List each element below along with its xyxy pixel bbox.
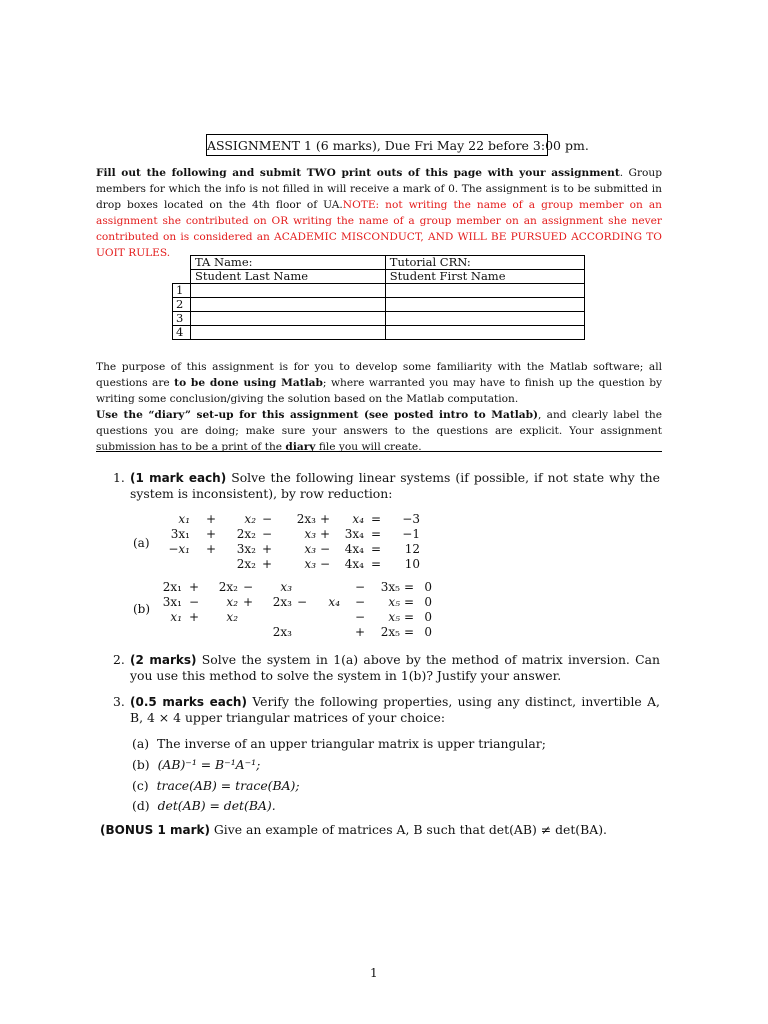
list-item: [132, 798, 276, 814]
row-number: 3: [173, 312, 191, 326]
equation-term: 2x₂: [236, 527, 256, 541]
system-a: [130, 510, 420, 574]
equation-term: −: [242, 580, 254, 594]
bonus-marks: (BONUS 1 mark): [100, 823, 210, 837]
equation-term: +: [261, 542, 273, 556]
equation-term: +: [205, 512, 217, 526]
equation-row: [130, 557, 420, 572]
intro-paragraph: [96, 165, 662, 261]
equation-term: −: [261, 527, 273, 541]
last-name-field: [191, 298, 386, 312]
item-label: (a): [132, 736, 150, 751]
question-2-text: [130, 652, 660, 684]
last-name-field: [191, 284, 386, 298]
equation-term: +: [188, 610, 200, 624]
equation-term: 0: [424, 625, 432, 639]
divider: [96, 451, 662, 452]
equation-term: +: [319, 527, 331, 541]
equation-term: −: [354, 580, 366, 594]
table-corner: [173, 270, 191, 284]
system-b-label: (b): [133, 602, 151, 616]
first-name-field: [385, 312, 584, 326]
purpose-paragraph: [96, 359, 662, 455]
equation-term: −: [296, 595, 308, 609]
equation-term: 10: [404, 557, 420, 571]
table-row: [173, 326, 585, 340]
equation-term: −: [354, 595, 366, 609]
equation-term: x₅: [388, 610, 400, 624]
first-name-field: [385, 326, 584, 340]
question-body: Solve the system in 1(a) above by the method of matrix inversion. Can you use this method to solve the system in 1(b)? Justify your answer.: [130, 652, 661, 683]
equation-term: =: [370, 542, 382, 556]
equation-term: x₃: [280, 580, 292, 594]
first-name-field: [385, 298, 584, 312]
equation-term: x₁: [178, 512, 190, 526]
equation-row: [130, 527, 420, 542]
equation-term: =: [370, 512, 382, 526]
bonus-question: [100, 822, 670, 838]
list-item: [132, 757, 260, 773]
question-body: Verify the following properties, using any distinct, invertible A, B, 4 × 4 upper triangular matrices of your choice:: [130, 694, 660, 725]
equation-term: +: [319, 512, 331, 526]
equation-term: =: [403, 595, 415, 609]
equation-term: −: [188, 595, 200, 609]
first-name-header: Student First Name: [385, 270, 584, 284]
equation-row: [130, 512, 420, 527]
equation-term: x₃: [304, 557, 316, 571]
question-body: Solve the following linear systems (if possible, if not state why the system is inconsistent), by row reduction:: [130, 470, 660, 501]
equation-term: −: [319, 542, 331, 556]
item-text: trace(AB) = trace(BA);: [156, 778, 300, 793]
row-number: 4: [173, 326, 191, 340]
equation-term: 3x₁: [170, 527, 190, 541]
equation-row: [130, 625, 440, 640]
question-number: 2.: [113, 652, 125, 667]
equation-term: 0: [424, 580, 432, 594]
equation-term: +: [188, 580, 200, 594]
equation-term: x₂: [244, 512, 256, 526]
equation-term: =: [403, 625, 415, 639]
equation-term: x₂: [226, 610, 238, 624]
misconduct-warning: NOTE: not writing the name of a group member on an assignment she contributed on OR writing the name of a group member on an assignment she never contributed on is considered an ACADEMIC MISCONDUCT, AND WILL BE PURSUED ACCORDING TO UOIT RULES.: [96, 199, 662, 259]
assignment-title: ASSIGNMENT 1 (6 marks), Due Fri May 22 before 3:00 pm.: [206, 134, 548, 156]
item-text: (AB)⁻¹ = B⁻¹A⁻¹;: [157, 757, 261, 772]
equation-row: [130, 610, 440, 625]
equation-term: 2x₂: [218, 580, 238, 594]
equation-term: 3x₅: [380, 580, 400, 594]
ta-name-cell: TA Name:: [191, 256, 386, 270]
row-number: 2: [173, 298, 191, 312]
equation-term: 2x₃: [272, 625, 292, 639]
equation-term: +: [261, 557, 273, 571]
equation-term: 0: [424, 610, 432, 624]
item-text: det(AB) = det(BA).: [157, 798, 276, 813]
equation-term: 4x₄: [344, 557, 364, 571]
item-label: (d): [132, 798, 150, 813]
equation-term: +: [205, 542, 217, 556]
question-1-text: [130, 470, 660, 502]
equation-term: −1: [402, 527, 420, 541]
question-3-text: [130, 694, 660, 726]
equation-term: =: [403, 580, 415, 594]
system-a-label: (a): [133, 536, 150, 550]
table-row: [173, 312, 585, 326]
equation-term: x₅: [388, 595, 400, 609]
bonus-text: Give an example of matrices A, B such that det(AB) ≠ det(BA).: [209, 822, 607, 837]
equation-term: =: [403, 610, 415, 624]
question-marks: (1 mark each): [130, 471, 227, 485]
question-marks: (0.5 marks each): [130, 695, 247, 709]
list-item: [132, 778, 300, 794]
equation-term: +: [242, 595, 254, 609]
row-number: 1: [173, 284, 191, 298]
equation-term: −: [319, 557, 331, 571]
list-item: [132, 736, 546, 752]
equation-row: [130, 580, 440, 595]
equation-term: x₄: [352, 512, 364, 526]
equation-term: 3x₂: [236, 542, 256, 556]
question-number: 3.: [113, 694, 125, 709]
question-marks: (2 marks): [130, 653, 197, 667]
equation-term: x₃: [304, 527, 316, 541]
equation-term: 12: [404, 542, 420, 556]
equation-term: 2x₃: [296, 512, 316, 526]
equation-term: −: [261, 512, 273, 526]
equation-term: +: [354, 625, 366, 639]
page-number: 1: [370, 966, 378, 980]
equation-term: =: [370, 557, 382, 571]
question-number: 1.: [113, 470, 125, 485]
table-corner: [173, 256, 191, 270]
equation-term: x₃: [304, 542, 316, 556]
equation-row: [130, 595, 440, 610]
first-name-field: [385, 284, 584, 298]
table-row: [173, 298, 585, 312]
equation-term: 3x₁: [162, 595, 182, 609]
equation-term: 2x₁: [162, 580, 182, 594]
equation-term: 2x₂: [236, 557, 256, 571]
equation-term: −3: [402, 512, 420, 526]
item-label: (b): [132, 757, 150, 772]
equation-term: 0: [424, 595, 432, 609]
group-members-table: [172, 255, 585, 340]
equation-term: −: [354, 610, 366, 624]
intro-bold-lead: Fill out the following and submit TWO print outs of this page with your assignment: [96, 167, 620, 179]
equation-term: 2x₅: [380, 625, 400, 639]
system-b: [130, 578, 440, 642]
diary-text: , and clearly label the questions you are doing; make sure your answers to the questions are explicit. Your assignment submission has to be a print of the: [96, 409, 663, 453]
purpose-text: The purpose of this assignment is for you to develop some familiarity with the Matlab software; all questions are: [96, 361, 662, 389]
equation-term: 4x₄: [344, 542, 364, 556]
equation-term: x₁: [170, 610, 182, 624]
diary-word: diary: [285, 441, 316, 453]
equation-term: 2x₃: [272, 595, 292, 609]
equation-term: −x₁: [168, 542, 190, 556]
equation-term: =: [370, 527, 382, 541]
tutorial-crn-cell: Tutorial CRN:: [385, 256, 584, 270]
intro-text: . Group members for which the info is not filled in will receive a mark of 0. The assignment is to be submitted in drop boxes located on the 4th floor of UA.: [96, 167, 662, 211]
item-label: (c): [132, 778, 149, 793]
diary-instruction: Use the “diary” set-up for this assignment (see posted intro to Matlab): [96, 409, 539, 421]
item-text: The inverse of an upper triangular matrix is upper triangular;: [157, 736, 546, 751]
purpose-text: ; where warranted you may have to finish up the question by writing some conclusion/giving the solution based on the Matlab computation.: [96, 377, 662, 405]
equation-row: [130, 542, 420, 557]
last-name-field: [191, 312, 386, 326]
equation-term: x₂: [226, 595, 238, 609]
table-row: [173, 284, 585, 298]
last-name-header: Student Last Name: [191, 270, 386, 284]
equation-term: +: [205, 527, 217, 541]
equation-term: 3x₄: [344, 527, 364, 541]
equation-term: x₄: [328, 595, 340, 609]
last-name-field: [191, 326, 386, 340]
purpose-bold: to be done using Matlab: [174, 377, 323, 389]
diary-text-end: file you will create.: [315, 441, 422, 453]
